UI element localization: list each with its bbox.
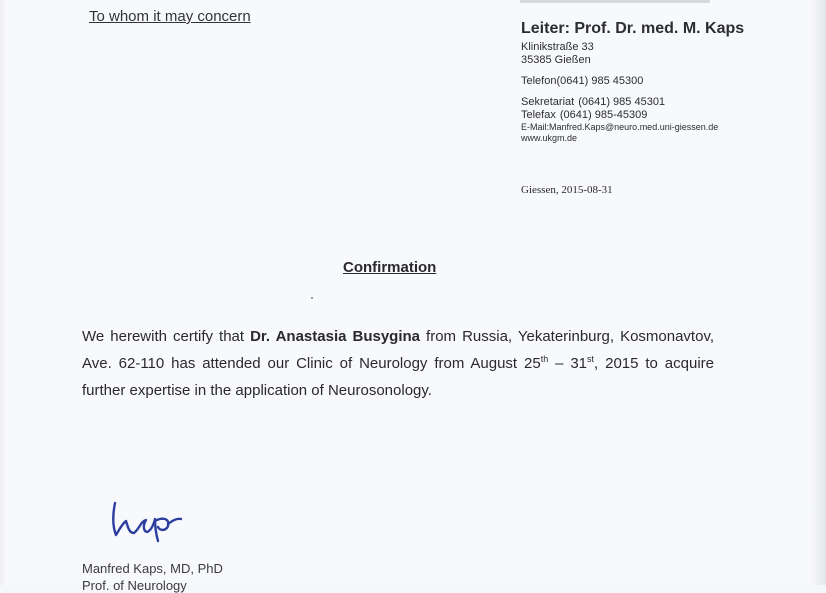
telefax-label: Telefax — [521, 109, 556, 121]
telefax-row — [521, 109, 744, 122]
letterhead-top-rule — [520, 0, 710, 3]
telefon-row — [521, 75, 744, 88]
address-street: Klinikstraße 33 — [521, 41, 594, 53]
scan-shadow-left — [0, 0, 6, 585]
recipient-name: Dr. Anastasia Busygina — [250, 328, 420, 345]
ordinal-suffix-th: th — [540, 354, 549, 364]
scan-speck — [311, 297, 313, 299]
telefax-value: (0641) 985-45309 — [559, 109, 648, 121]
body-text-1: We herewith certify that — [82, 328, 251, 345]
confirmation-paragraph — [82, 323, 714, 404]
ordinal-suffix-st: st — [587, 354, 595, 364]
letterhead — [521, 20, 744, 144]
body-text-2: from Russia, Yekaterinburg, Kosmonavtov, Ave. 62-110 has attended our Clinic of Neurology from August 25 — [82, 328, 714, 372]
letterhead-head: Leiter: Prof. Dr. med. M. Kaps — [521, 20, 745, 37]
telefon-value: (0641) 985 45300 — [556, 75, 644, 87]
signer-name: Manfred Kaps, MD, PhD — [82, 561, 223, 576]
address-city: 35385 Gießen — [521, 54, 591, 66]
website: www.ukgm.de — [521, 133, 578, 143]
sekretariat-label: Sekretariat — [521, 96, 575, 108]
scan-shadow-right — [810, 0, 826, 585]
document-title: Confirmation — [343, 259, 437, 276]
sekretariat-value: (0641) 985 45301 — [578, 96, 666, 108]
signer-title: Prof. of Neurology — [82, 578, 187, 593]
body-text-3: – 31 — [548, 355, 588, 372]
telefon-label: Telefon — [521, 75, 557, 87]
letter-date: Giessen, 2015-08-31 — [521, 184, 613, 196]
sekretariat-row — [521, 96, 744, 109]
body-text-4: , 2015 to acquire further expertise in the application of Neurosonology. — [82, 355, 714, 399]
email-address: E-Mail:Manfred.Kaps@neuro.med.uni-giessen.de — [521, 122, 719, 132]
handwritten-signature — [107, 497, 187, 543]
salutation: To whom it may concern — [89, 8, 251, 25]
